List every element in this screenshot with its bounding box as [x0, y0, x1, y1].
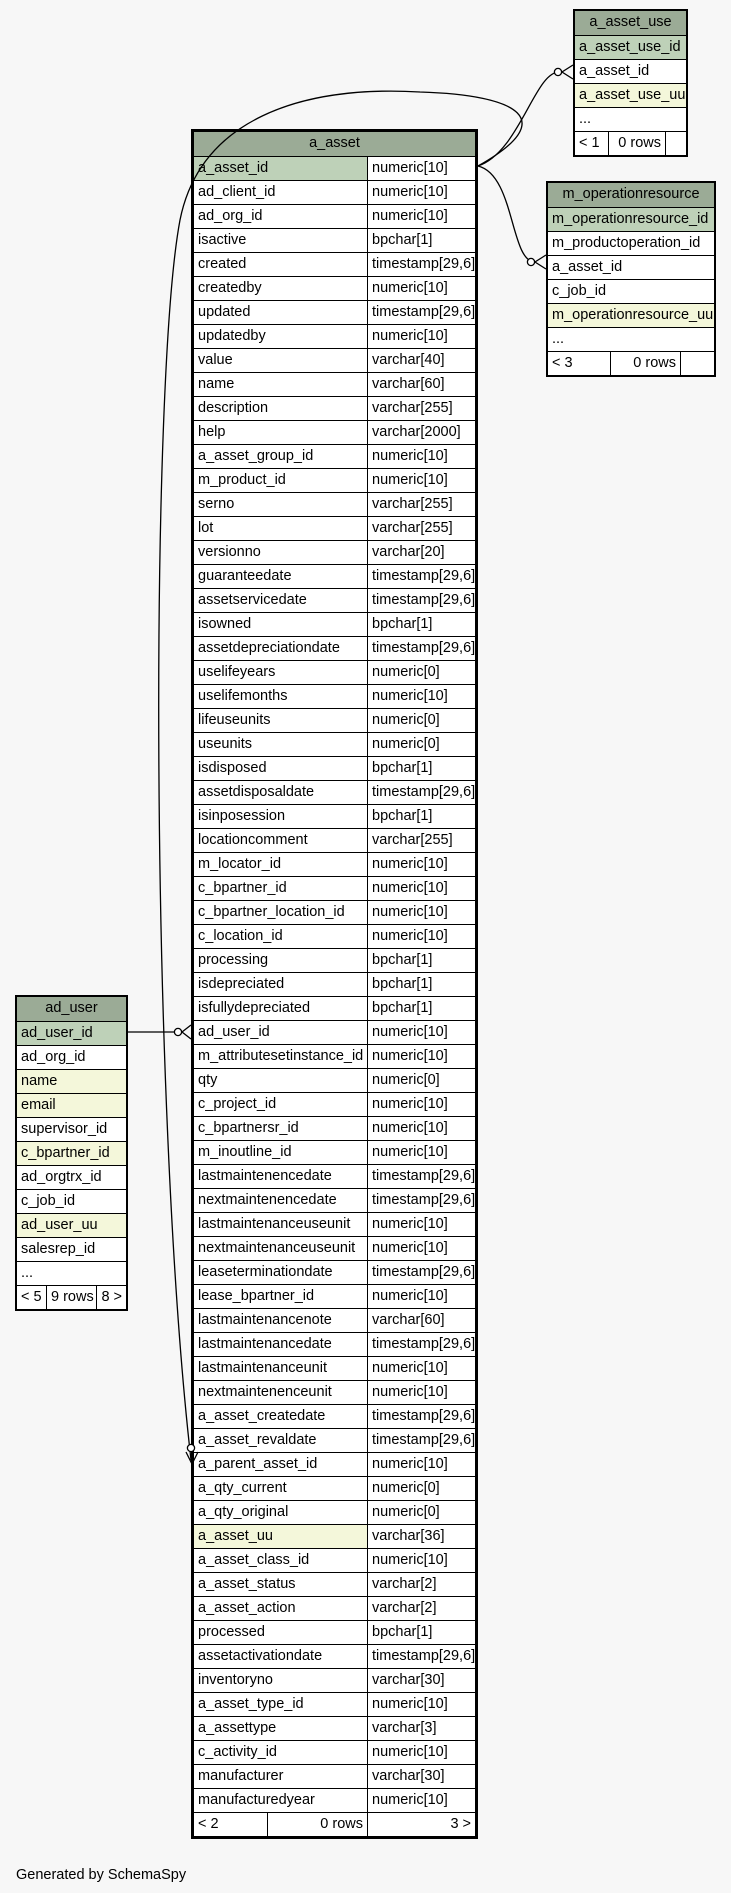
- column-type: numeric[10]: [372, 880, 448, 896]
- column-type: numeric[10]: [372, 1216, 448, 1232]
- column-name: email: [17, 1094, 126, 1117]
- column-row: [575, 107, 686, 131]
- table-ad-user: [15, 995, 128, 1311]
- column-type: numeric[0]: [372, 664, 440, 680]
- column-type: varchar[30]: [372, 1768, 445, 1784]
- column-name: inventoryno: [194, 1669, 368, 1692]
- column-row: [194, 1236, 475, 1260]
- column-name: a_asset_type_id: [194, 1693, 368, 1716]
- column-name: lastmaintenencedate: [194, 1165, 368, 1188]
- column-name: c_job_id: [552, 283, 607, 299]
- column-type: varchar[36]: [372, 1528, 445, 1544]
- column-type: numeric[10]: [372, 1792, 448, 1808]
- column-type: numeric[10]: [372, 1384, 448, 1400]
- column-name: description: [194, 397, 368, 420]
- column-row: [194, 780, 475, 804]
- table-footer: [548, 351, 714, 375]
- column-row: [194, 1092, 475, 1116]
- column-name: c_activity_id: [194, 1741, 368, 1764]
- column-name: a_asset_use_id: [575, 36, 686, 59]
- column-row: [548, 303, 714, 327]
- column-type: bpchar[1]: [372, 616, 433, 632]
- column-name: a_asset_class_id: [194, 1549, 368, 1572]
- column-row: [194, 300, 475, 324]
- footer-text: Generated by SchemaSpy: [16, 1867, 187, 1883]
- column-row: [194, 468, 475, 492]
- column-row: [17, 1117, 126, 1141]
- column-row: [194, 876, 475, 900]
- table-header: [575, 11, 686, 35]
- column-type: timestamp[29,6]: [372, 1648, 475, 1664]
- column-row: [194, 516, 475, 540]
- column-name: c_bpartner_id: [194, 877, 368, 900]
- column-name: qty: [194, 1069, 368, 1092]
- column-row: [194, 1260, 475, 1284]
- column-name: c_location_id: [194, 925, 368, 948]
- column-row: [194, 684, 475, 708]
- column-name: m_operationresource_uu: [548, 304, 714, 327]
- column-type: timestamp[29,6]: [372, 568, 475, 584]
- column-row: [194, 1572, 475, 1596]
- column-row: [17, 1021, 126, 1045]
- column-type: timestamp[29,6]: [372, 304, 475, 320]
- column-type: numeric[0]: [372, 1480, 440, 1496]
- column-name: isinposession: [194, 805, 368, 828]
- table-footer: [17, 1285, 126, 1309]
- column-row: [194, 924, 475, 948]
- column-type: varchar[40]: [372, 352, 445, 368]
- column-row: [194, 828, 475, 852]
- column-row: [194, 156, 475, 180]
- column-row: [194, 948, 475, 972]
- table-header: [17, 997, 126, 1021]
- column-row: [194, 900, 475, 924]
- column-row: [194, 1308, 475, 1332]
- column-name: m_attributesetinstance_id: [194, 1045, 368, 1068]
- column-type: numeric[10]: [372, 856, 448, 872]
- column-type: numeric[10]: [372, 1096, 448, 1112]
- column-row: [194, 1476, 475, 1500]
- column-row: [17, 1069, 126, 1093]
- column-row: [194, 1332, 475, 1356]
- column-name: c_job_id: [21, 1193, 76, 1209]
- column-type: varchar[2]: [372, 1600, 437, 1616]
- column-row: [194, 564, 475, 588]
- column-row: [548, 231, 714, 255]
- column-name: a_qty_original: [194, 1501, 368, 1524]
- column-row: [194, 1692, 475, 1716]
- column-type: numeric[10]: [372, 1552, 448, 1568]
- column-name: ...: [21, 1265, 34, 1281]
- column-name: guaranteedate: [194, 565, 368, 588]
- column-name: m_locator_id: [194, 853, 368, 876]
- column-type: varchar[255]: [372, 496, 453, 512]
- column-name: createdby: [194, 277, 368, 300]
- relation-m-operationresource-end: [527, 258, 534, 265]
- table-footer: [194, 1812, 475, 1836]
- column-row: [17, 1237, 126, 1261]
- column-row: [194, 804, 475, 828]
- column-type: numeric[10]: [372, 1144, 448, 1160]
- column-name: nextmaintenencedate: [194, 1189, 368, 1212]
- column-type: timestamp[29,6]: [372, 592, 475, 608]
- column-name: assetactivationdate: [194, 1645, 368, 1668]
- column-row: [194, 1044, 475, 1068]
- column-name: created: [194, 253, 368, 276]
- column-name: a_asset_action: [194, 1597, 368, 1620]
- column-type: varchar[255]: [372, 520, 453, 536]
- column-name: name: [17, 1070, 126, 1093]
- column-type: varchar[255]: [372, 400, 453, 416]
- column-type: bpchar[1]: [372, 808, 433, 824]
- column-type: numeric[10]: [372, 1048, 448, 1064]
- column-type: bpchar[1]: [372, 952, 433, 968]
- column-row: [194, 732, 475, 756]
- column-type: varchar[255]: [372, 832, 453, 848]
- column-name: lastmaintenanceunit: [194, 1357, 368, 1380]
- column-type: varchar[60]: [372, 376, 445, 392]
- column-row: [194, 852, 475, 876]
- column-name: c_bpartnersr_id: [194, 1117, 368, 1140]
- footer-cell: 0 rows: [609, 132, 666, 155]
- column-name: lot: [194, 517, 368, 540]
- column-name: a_parent_asset_id: [194, 1453, 368, 1476]
- table-title: m_operationresource: [562, 186, 700, 202]
- column-name: a_asset_status: [194, 1573, 368, 1596]
- column-name: isdepreciated: [194, 973, 368, 996]
- column-row: [194, 1356, 475, 1380]
- column-row: [194, 1596, 475, 1620]
- column-name: a_asset_id: [552, 259, 623, 275]
- column-name: serno: [194, 493, 368, 516]
- column-row: [194, 1524, 475, 1548]
- column-row: [194, 1164, 475, 1188]
- column-name: ad_orgtrx_id: [21, 1169, 102, 1185]
- column-name: m_operationresource_id: [548, 208, 714, 231]
- column-name: a_asset_id: [194, 157, 368, 180]
- column-type: numeric[10]: [372, 208, 448, 224]
- column-name: ad_org_id: [21, 1049, 86, 1065]
- column-name: a_asset_use_uu: [575, 84, 686, 107]
- column-name: lastmaintenancedate: [194, 1333, 368, 1356]
- column-name: a_assettype: [194, 1717, 368, 1740]
- column-type: bpchar[1]: [372, 1000, 433, 1016]
- column-type: numeric[10]: [372, 160, 448, 176]
- column-name: uselifemonths: [194, 685, 368, 708]
- column-name: manufacturer: [194, 1765, 368, 1788]
- column-name: supervisor_id: [21, 1121, 108, 1137]
- table-title: a_asset_use: [589, 14, 672, 30]
- column-type: timestamp[29,6]: [372, 640, 475, 656]
- column-row: [17, 1093, 126, 1117]
- column-name: m_productoperation_id: [552, 235, 701, 251]
- column-row: [194, 1404, 475, 1428]
- column-type: numeric[10]: [372, 1456, 448, 1472]
- column-type: numeric[0]: [372, 736, 440, 752]
- column-row: [194, 372, 475, 396]
- column-type: varchar[20]: [372, 544, 445, 560]
- column-row: [194, 396, 475, 420]
- column-name: ad_user_id: [17, 1022, 126, 1045]
- column-name: a_asset_revaldate: [194, 1429, 368, 1452]
- column-row: [575, 59, 686, 83]
- column-type: numeric[10]: [372, 688, 448, 704]
- column-row: [548, 207, 714, 231]
- column-row: [194, 1284, 475, 1308]
- column-type: numeric[10]: [372, 1120, 448, 1136]
- column-row: [194, 276, 475, 300]
- column-name: ...: [552, 331, 565, 347]
- column-type: bpchar[1]: [372, 760, 433, 776]
- column-type: timestamp[29,6]: [372, 1168, 475, 1184]
- column-row: [17, 1213, 126, 1237]
- column-row: [194, 1788, 475, 1812]
- column-type: bpchar[1]: [372, 232, 433, 248]
- column-row: [194, 492, 475, 516]
- column-name: salesrep_id: [21, 1241, 96, 1257]
- column-row: [194, 444, 475, 468]
- column-row: [194, 660, 475, 684]
- column-name: ad_user_uu: [17, 1214, 126, 1237]
- column-name: a_asset_uu: [194, 1525, 368, 1548]
- column-type: timestamp[29,6]: [372, 1192, 475, 1208]
- relation-a-asset-use-end: [554, 68, 561, 75]
- column-row: [194, 1020, 475, 1044]
- column-name: leaseterminationdate: [194, 1261, 368, 1284]
- column-row: [194, 612, 475, 636]
- footer-cell: < 1: [575, 132, 609, 155]
- column-type: numeric[10]: [372, 1360, 448, 1376]
- column-row: [194, 1548, 475, 1572]
- column-name: isdisposed: [194, 757, 368, 780]
- column-type: varchar[2000]: [372, 424, 461, 440]
- column-row: [194, 972, 475, 996]
- column-type: bpchar[1]: [372, 1624, 433, 1640]
- column-name: updatedby: [194, 325, 368, 348]
- column-name: manufacturedyear: [194, 1789, 368, 1812]
- column-name: lastmaintenancenote: [194, 1309, 368, 1332]
- relation-ad-user-end: [174, 1028, 181, 1035]
- column-name: name: [194, 373, 368, 396]
- column-row: [194, 1644, 475, 1668]
- column-type: timestamp[29,6]: [372, 1432, 475, 1448]
- column-name: assetservicedate: [194, 589, 368, 612]
- column-type: numeric[10]: [372, 1288, 448, 1304]
- column-name: m_product_id: [194, 469, 368, 492]
- column-row: [194, 1452, 475, 1476]
- column-type: numeric[10]: [372, 1024, 448, 1040]
- footer-cell: 3 >: [450, 1816, 471, 1832]
- column-name: value: [194, 349, 368, 372]
- column-type: numeric[0]: [372, 1504, 440, 1520]
- column-row: [194, 1620, 475, 1644]
- column-name: assetdisposaldate: [194, 781, 368, 804]
- column-row: [194, 420, 475, 444]
- column-name: processed: [194, 1621, 368, 1644]
- column-type: numeric[10]: [372, 928, 448, 944]
- column-name: assetdepreciationdate: [194, 637, 368, 660]
- table-header: [194, 132, 475, 156]
- column-row: [194, 1140, 475, 1164]
- footer-cell: 0 rows: [268, 1813, 368, 1836]
- column-type: numeric[10]: [372, 280, 448, 296]
- column-name: lifeuseunits: [194, 709, 368, 732]
- column-type: timestamp[29,6]: [372, 256, 475, 272]
- footer-cell: < 5: [17, 1286, 47, 1309]
- column-type: bpchar[1]: [372, 976, 433, 992]
- table-title: ad_user: [45, 1000, 98, 1016]
- footer-cell: [681, 352, 714, 375]
- footer-cell: 9 rows: [47, 1286, 97, 1309]
- footer-cell: [666, 132, 686, 155]
- column-name: lease_bpartner_id: [194, 1285, 368, 1308]
- column-name: ad_client_id: [194, 181, 368, 204]
- table-header: [548, 183, 714, 207]
- column-type: timestamp[29,6]: [372, 1264, 475, 1280]
- column-row: [17, 1141, 126, 1165]
- column-name: a_asset_createdate: [194, 1405, 368, 1428]
- column-row: [194, 204, 475, 228]
- column-row: [17, 1165, 126, 1189]
- column-row: [194, 1428, 475, 1452]
- column-name: nextmaintenanceuseunit: [194, 1237, 368, 1260]
- column-name: useunits: [194, 733, 368, 756]
- column-row: [194, 1764, 475, 1788]
- column-type: varchar[3]: [372, 1720, 437, 1736]
- footer-cell: < 2: [194, 1813, 268, 1836]
- column-row: [194, 1716, 475, 1740]
- column-row: [194, 540, 475, 564]
- column-row: [194, 348, 475, 372]
- column-name: a_asset_id: [579, 63, 650, 79]
- relation-m-operationresource: [478, 166, 535, 262]
- column-row: [194, 1212, 475, 1236]
- column-type: varchar[2]: [372, 1576, 437, 1592]
- column-row: [17, 1261, 126, 1285]
- column-name: versionno: [194, 541, 368, 564]
- column-type: numeric[10]: [372, 1240, 448, 1256]
- column-type: varchar[30]: [372, 1672, 445, 1688]
- column-name: processing: [194, 949, 368, 972]
- column-type: varchar[60]: [372, 1312, 445, 1328]
- column-row: [194, 1068, 475, 1092]
- column-type: numeric[0]: [372, 712, 440, 728]
- column-row: [194, 636, 475, 660]
- column-row: [194, 588, 475, 612]
- table-m-operationresource: [546, 181, 716, 377]
- column-row: [194, 228, 475, 252]
- column-name: lastmaintenanceuseunit: [194, 1213, 368, 1236]
- column-type: numeric[10]: [372, 1696, 448, 1712]
- column-type: timestamp[29,6]: [372, 784, 475, 800]
- column-row: [194, 324, 475, 348]
- column-row: [194, 996, 475, 1020]
- column-name: uselifeyears: [194, 661, 368, 684]
- column-row: [194, 252, 475, 276]
- column-row: [194, 180, 475, 204]
- footer-cell: < 3: [548, 352, 611, 375]
- relation-a-asset-use: [478, 72, 560, 166]
- column-row: [575, 83, 686, 107]
- footer-cell: 0 rows: [611, 352, 681, 375]
- column-row: [194, 1188, 475, 1212]
- column-row: [548, 279, 714, 303]
- column-row: [575, 35, 686, 59]
- column-type: numeric[10]: [372, 184, 448, 200]
- column-type: numeric[10]: [372, 328, 448, 344]
- column-name: a_qty_current: [194, 1477, 368, 1500]
- column-name: isfullydepreciated: [194, 997, 368, 1020]
- column-type: numeric[10]: [372, 1744, 448, 1760]
- column-name: m_inoutline_id: [194, 1141, 368, 1164]
- column-name: ad_org_id: [194, 205, 368, 228]
- column-type: numeric[10]: [372, 472, 448, 488]
- table-footer: [575, 131, 686, 155]
- column-type: timestamp[29,6]: [372, 1408, 475, 1424]
- column-type: timestamp[29,6]: [372, 1336, 475, 1352]
- table-title: a_asset: [309, 135, 360, 151]
- column-type: numeric[0]: [372, 1072, 440, 1088]
- column-name: ad_user_id: [194, 1021, 368, 1044]
- column-name: ...: [579, 111, 592, 127]
- column-row: [194, 708, 475, 732]
- column-name: c_project_id: [194, 1093, 368, 1116]
- column-row: [548, 327, 714, 351]
- column-name: isactive: [194, 229, 368, 252]
- table-a-asset: [191, 129, 478, 1839]
- column-row: [194, 1116, 475, 1140]
- table-a-asset-use: [573, 9, 688, 157]
- column-row: [194, 1380, 475, 1404]
- column-name: updated: [194, 301, 368, 324]
- column-row: [17, 1045, 126, 1069]
- column-row: [194, 1740, 475, 1764]
- column-row: [194, 756, 475, 780]
- column-name: c_bpartner_id: [17, 1142, 126, 1165]
- column-name: isowned: [194, 613, 368, 636]
- column-name: help: [194, 421, 368, 444]
- column-name: nextmaintenenceunit: [194, 1381, 368, 1404]
- column-row: [17, 1189, 126, 1213]
- column-name: c_bpartner_location_id: [194, 901, 368, 924]
- footer-cell: 8 >: [101, 1289, 122, 1305]
- column-type: numeric[10]: [372, 448, 448, 464]
- column-name: locationcomment: [194, 829, 368, 852]
- column-row: [194, 1668, 475, 1692]
- column-name: a_asset_group_id: [194, 445, 368, 468]
- column-type: numeric[10]: [372, 904, 448, 920]
- column-row: [548, 255, 714, 279]
- column-row: [194, 1500, 475, 1524]
